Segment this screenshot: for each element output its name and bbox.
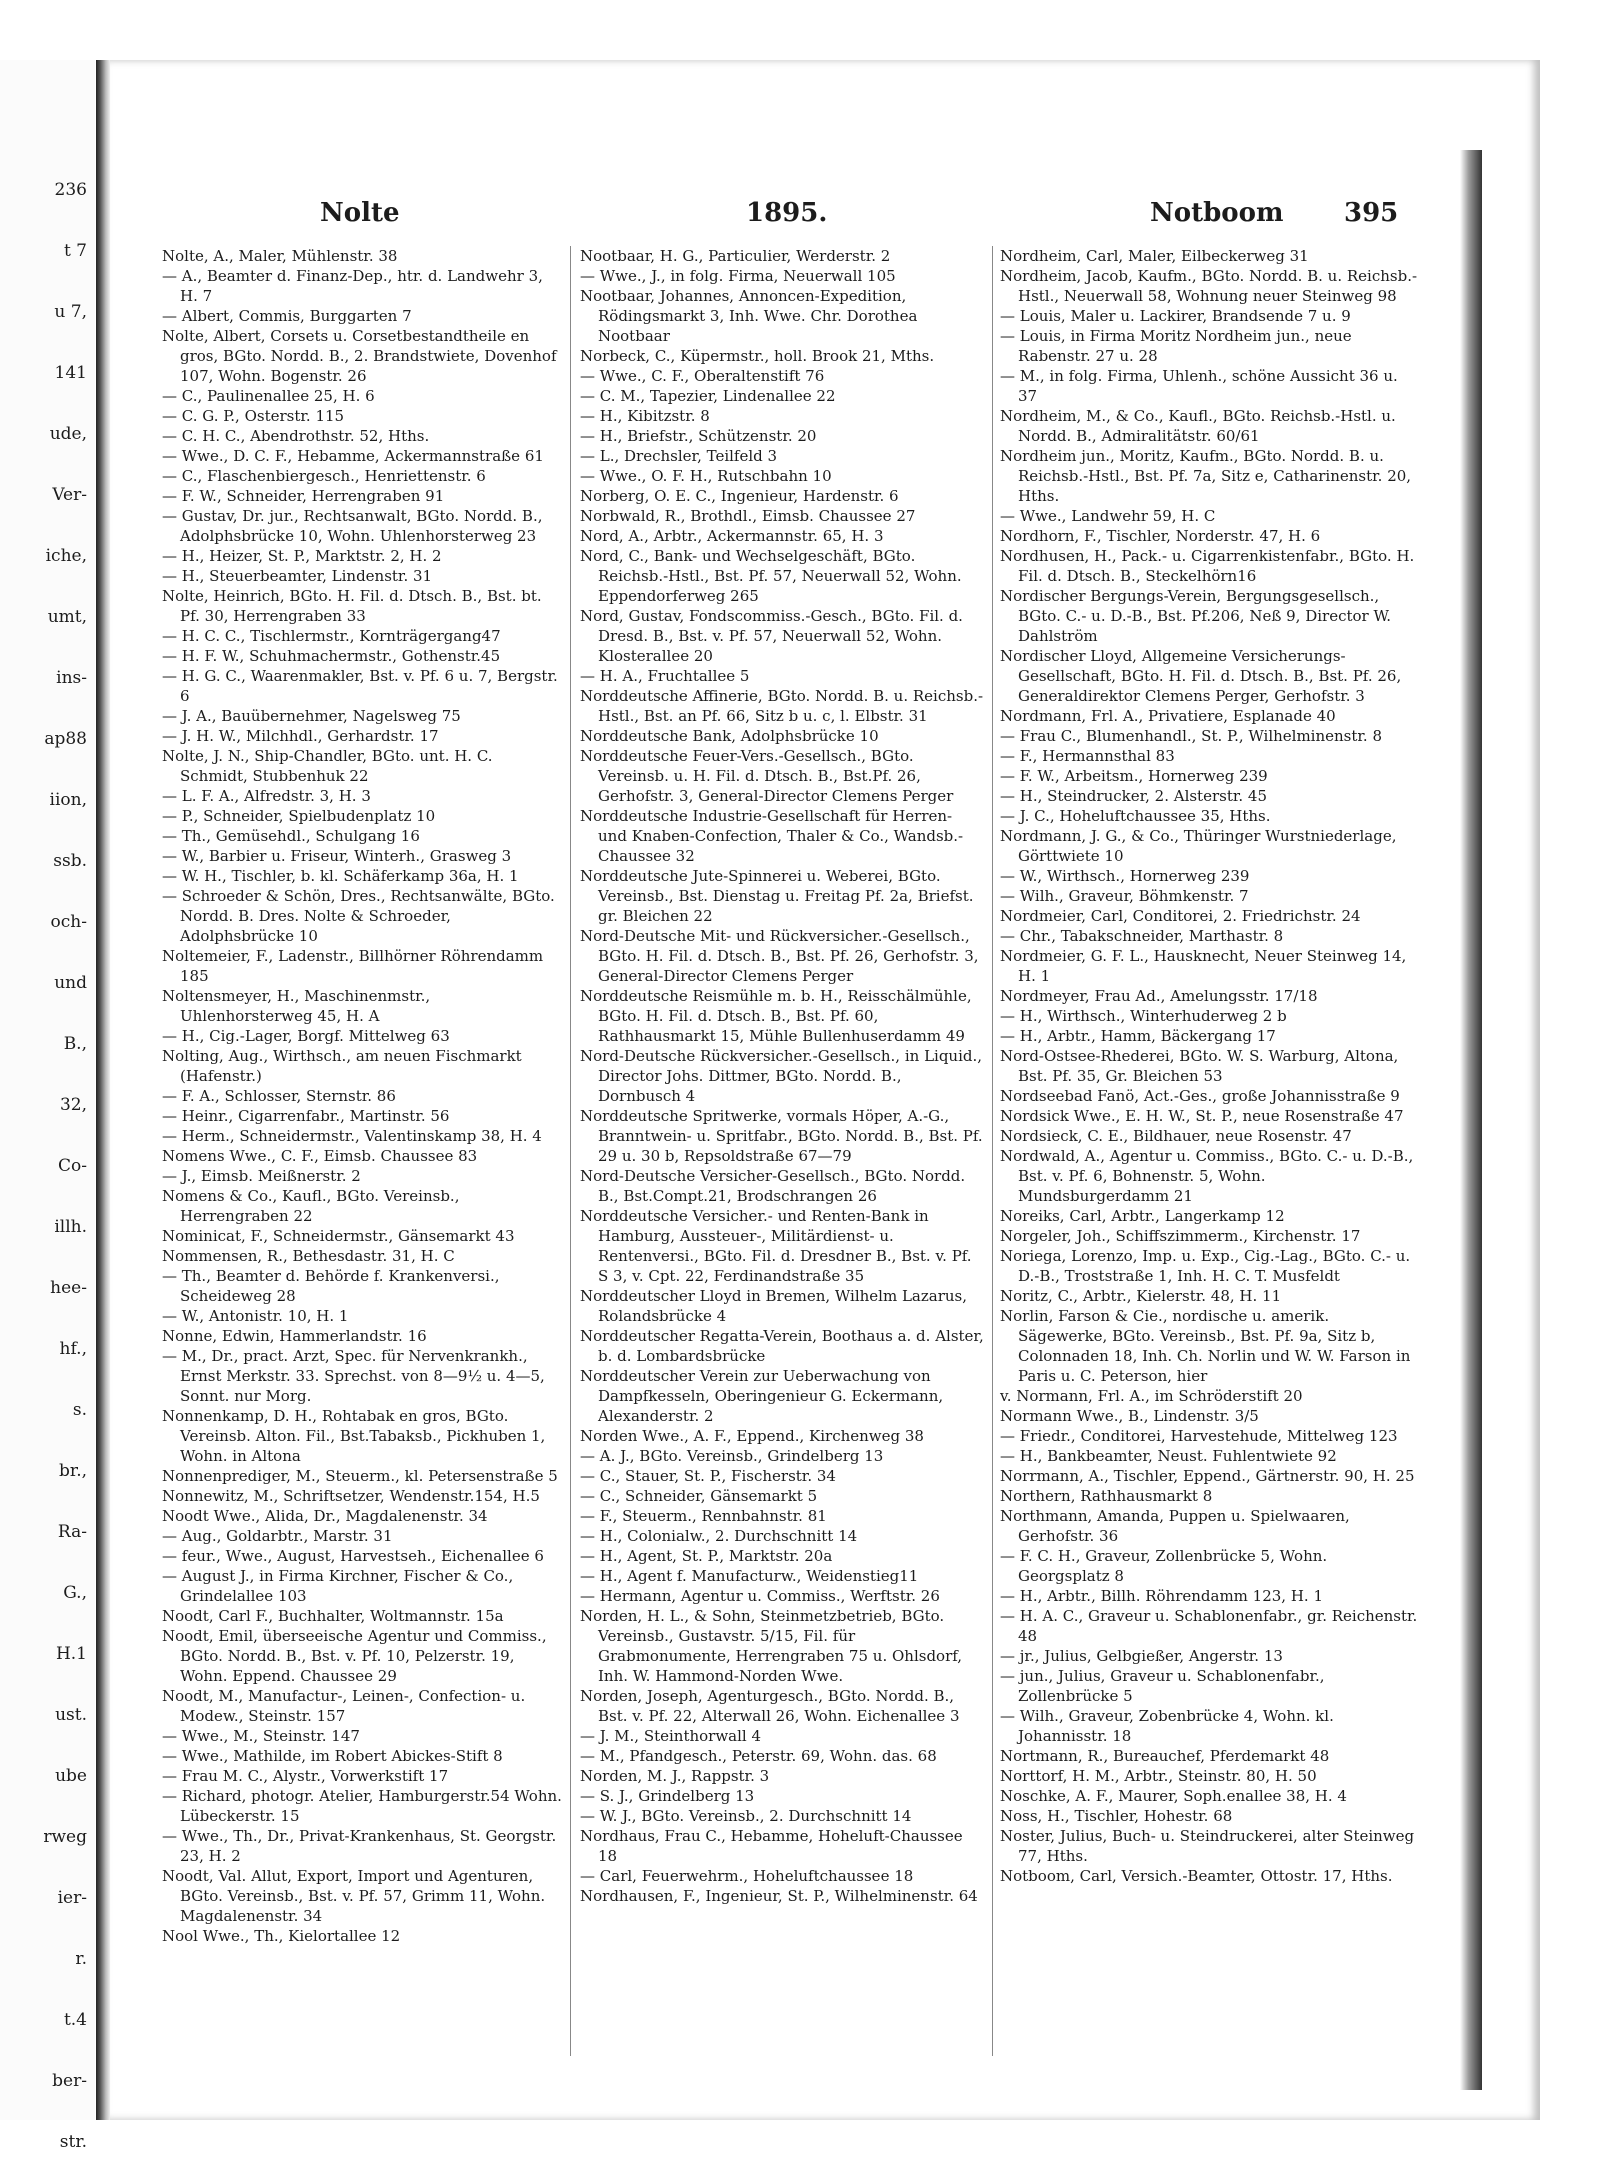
margin-fragment: umt, <box>47 607 87 627</box>
directory-entry: Norden Wwe., A. F., Eppend., Kirchenweg 38 <box>580 1427 924 1445</box>
directory-entry: — H., Heizer, St. P., Marktstr. 2, H. 2 <box>162 547 442 565</box>
margin-fragment: br., <box>59 1461 87 1481</box>
margin-fragment: t.4 <box>63 2010 87 2030</box>
margin-fragment: r. <box>75 1949 87 1969</box>
directory-entry: Norddeutsche Bank, Adolphsbrücke 10 <box>580 727 879 745</box>
margin-fragment: 236 <box>54 180 87 200</box>
directory-entry: Northmann, Amanda, Puppen u. Spielwaaren, Gerhofstr. 36 <box>1000 1507 1350 1545</box>
directory-entry: — W. H., Tischler, b. kl. Schäferkamp 36a, H. 1 <box>162 867 519 885</box>
directory-entry: Nolte, Albert, Corsets u. Corsetbestandtheile en gros, BGto. Nordd. B., 2. Brandstwiete, Dovenhof 107, Wohn. Bogenstr. 26 <box>162 327 557 385</box>
directory-entry: Nordheim, Carl, Maler, Eilbeckerweg 31 <box>1000 247 1309 265</box>
directory-entry: — Wwe., O. F. H., Rutschbahn 10 <box>580 467 832 485</box>
directory-entry: — H., Cig.-Lager, Borgf. Mittelweg 63 <box>162 1027 450 1045</box>
directory-page <box>110 60 1540 2120</box>
directory-entry: Nonne, Edwin, Hammerlandstr. 16 <box>162 1327 427 1345</box>
directory-entry: — Carl, Feuerwehrm., Hoheluftchaussee 18 <box>580 1867 914 1885</box>
directory-entry: — H., Briefstr., Schützenstr. 20 <box>580 427 817 445</box>
directory-entry: Noss, H., Tischler, Hohestr. 68 <box>1000 1807 1233 1825</box>
directory-entry: — M., Dr., pract. Arzt, Spec. für Nervenkrankh., Ernst Merkstr. 33. Sprechst. von 8—9½ u. 4—5, Sonnt. nur Morg. <box>162 1347 545 1405</box>
header-left-title: Nolte <box>320 198 400 228</box>
directory-entry: Norgeler, Joh., Schiffszimmerm., Kirchenstr. 17 <box>1000 1227 1361 1245</box>
directory-entry: — F. W., Schneider, Herrengraben 91 <box>162 487 445 505</box>
directory-entry: — Louis, Maler u. Lackirer, Brandsende 7 u. 9 <box>1000 307 1351 325</box>
directory-entry: — Wilh., Graveur, Zobenbrücke 4, Wohn. kl. Johannisstr. 18 <box>1000 1707 1334 1745</box>
directory-entry: — P., Schneider, Spielbudenplatz 10 <box>162 807 436 825</box>
directory-entry: — Wwe., Mathilde, im Robert Abickes-Stift 8 <box>162 1747 503 1765</box>
directory-entry: Noster, Julius, Buch- u. Steindruckerei, alter Steinweg 77, Hths. <box>1000 1827 1415 1865</box>
margin-fragment: ier- <box>57 1888 87 1908</box>
directory-entry: — Richard, photogr. Atelier, Hamburgerstr.54 Wohn. Lübeckerstr. 15 <box>162 1787 562 1825</box>
page-edge-shadow <box>1460 150 1482 2090</box>
margin-fragment: ap88 <box>44 729 87 749</box>
directory-entry: — F. C. H., Graveur, Zollenbrücke 5, Wohn. Georgsplatz 8 <box>1000 1547 1328 1585</box>
margin-fragment: ube <box>55 1766 87 1786</box>
directory-entry: — Wwe., C. F., Oberaltenstift 76 <box>580 367 825 385</box>
directory-entry: Noodt, M., Manufactur-, Leinen-, Confection- u. Modew., Steinstr. 157 <box>162 1687 526 1725</box>
directory-entry: — H. C. C., Tischlermstr., Kornträgergang47 <box>162 627 501 645</box>
directory-entry: — S. J., Grindelberg 13 <box>580 1787 755 1805</box>
margin-fragment: ssb. <box>53 851 87 871</box>
directory-entry: Norlin, Farson & Cie., nordische u. amerik. Sägewerke, BGto. Vereinsb., Bst. Pf. 9a, Sitz b, Colonnaden 18, Inh. Ch. Norlin und W. W. Farson in Paris u. C. Peterson, hier <box>1000 1307 1411 1385</box>
directory-entry: Noschke, A. F., Maurer, Soph.enallee 38, H. 4 <box>1000 1787 1347 1805</box>
directory-entry: Nord, C., Bank- und Wechselgeschäft, BGto. Reichsb.-Hstl., Bst. Pf. 57, Neuerwall 52, Wohn. Eppendorferweg 265 <box>580 547 962 605</box>
directory-entry: — jr., Julius, Gelbgießer, Angerstr. 13 <box>1000 1647 1283 1665</box>
directory-entry: — C. G. P., Osterstr. 115 <box>162 407 345 425</box>
directory-entry: — C., Stauer, St. P., Fischerstr. 34 <box>580 1467 836 1485</box>
margin-fragment: Co- <box>58 1156 87 1176</box>
directory-entry: — Frau C., Blumenhandl., St. P., Wilhelminenstr. 8 <box>1000 727 1383 745</box>
directory-entry: — C. M., Tapezier, Lindenallee 22 <box>580 387 836 405</box>
directory-entry: — L. F. A., Alfredstr. 3, H. 3 <box>162 787 371 805</box>
directory-entry: — H., Arbtr., Hamm, Bäckergang 17 <box>1000 1027 1276 1045</box>
directory-entry: Nominicat, F., Schneidermstr., Gänsemarkt 43 <box>162 1227 515 1245</box>
directory-entry: — H., Bankbeamter, Neust. Fuhlentwiete 92 <box>1000 1447 1337 1465</box>
margin-fragment: 141 <box>54 363 87 383</box>
header-right-title: Notboom <box>1150 198 1284 228</box>
directory-entry: — Aug., Goldarbtr., Marstr. 31 <box>162 1527 393 1545</box>
directory-entry: Nommensen, R., Bethesdastr. 31, H. C <box>162 1247 455 1265</box>
directory-entry: Norddeutsche Jute-Spinnerei u. Weberei, BGto. Vereinsb., Bst. Dienstag u. Freitag Pf. 2a, Briefst. gr. Bleichen 22 <box>580 867 974 925</box>
directory-entry: Norden, H. L., & Sohn, Steinmetzbetrieb, BGto. Vereinsb., Gustavstr. 5/15, Fil. für Grabmonumente, Herrengraben 75 u. Ohlsdorf, Inh. W. Hammond-Norden Wwe. <box>580 1607 963 1685</box>
directory-entry: Nonnewitz, M., Schriftsetzer, Wendenstr.154, H.5 <box>162 1487 540 1505</box>
directory-entry: Noriega, Lorenzo, Imp. u. Exp., Cig.-Lag., BGto. C.- u. D.-B., Troststraße 1, Inh. H. C. T. Musfeldt <box>1000 1247 1411 1285</box>
directory-entry: Nordischer Lloyd, Allgemeine Versicherungs-Gesellschaft, BGto. H. Fil. d. Dtsch. B., Bst. Pf. 26, Generaldirektor Clemens Perger, Gerhofstr. 3 <box>1000 647 1402 705</box>
directory-entry: — Wwe., Landwehr 59, H. C <box>1000 507 1216 525</box>
directory-entry: Norddeutsche Reismühle m. b. H., Reisschälmühle, BGto. H. Fil. d. Dtsch. B., Bst. Pf. 60, Rathhausmarkt 15, Mühle Bullenhuserdamm 49 <box>580 987 972 1045</box>
directory-entry: — J. H. W., Milchhdl., Gerhardstr. 17 <box>162 727 439 745</box>
directory-entry: Norddeutsche Versicher.- und Renten-Bank in Hamburg, Aussteuer-, Militärdienst- u. Rentenversi., BGto. Fil. d. Dresdner B., Bst. v. Pf. S 3, v. Cpt. 22, Ferdinandstraße 35 <box>580 1207 972 1285</box>
adjacent-page-margin <box>0 60 95 2152</box>
margin-fragment: Ver- <box>52 485 87 505</box>
directory-entry: Nord, Gustav, Fondscommiss.-Gesch., BGto. Fil. d. Dresd. B., Bst. v. Pf. 57, Neuerwall 52, Wohn. Klosterallee 20 <box>580 607 963 665</box>
directory-entry: Notboom, Carl, Versich.-Beamter, Ottostr. 17, Hths. <box>1000 1867 1393 1885</box>
margin-fragment: ude, <box>49 424 87 444</box>
directory-entry: Norttorf, H. M., Arbtr., Steinstr. 80, H. 50 <box>1000 1767 1317 1785</box>
directory-entry: — F., Hermannsthal 83 <box>1000 747 1175 765</box>
directory-entry: Norberg, O. E. C., Ingenieur, Hardenstr. 6 <box>580 487 899 505</box>
directory-entry: — Wwe., M., Steinstr. 147 <box>162 1727 360 1745</box>
directory-entry: — W. J., BGto. Vereinsb., 2. Durchschnitt 14 <box>580 1807 912 1825</box>
directory-entry: Nootbaar, H. G., Particulier, Werderstr. 2 <box>580 247 891 265</box>
margin-fragment: hee- <box>50 1278 87 1298</box>
directory-entry: Nord-Ostsee-Rhederei, BGto. W. S. Warburg, Altona, Bst. Pf. 35, Gr. Bleichen 53 <box>1000 1047 1399 1085</box>
directory-entry: Nordhaus, Frau C., Hebamme, Hoheluft-Chaussee 18 <box>580 1827 963 1865</box>
directory-entry: — J., Eimsb. Meißnerstr. 2 <box>162 1167 361 1185</box>
margin-fragment: ust. <box>55 1705 87 1725</box>
directory-entry: Noritz, C., Arbtr., Kielerstr. 48, H. 11 <box>1000 1287 1282 1305</box>
directory-entry: — Albert, Commis, Burggarten 7 <box>162 307 412 325</box>
directory-entry: — Wwe., J., in folg. Firma, Neuerwall 105 <box>580 267 896 285</box>
directory-entry: Nortmann, R., Bureauchef, Pferdemarkt 48 <box>1000 1747 1330 1765</box>
directory-entry: — H., Agent, St. P., Marktstr. 20a <box>580 1547 833 1565</box>
directory-entry: — H., Wirthsch., Winterhuderweg 2 b <box>1000 1007 1287 1025</box>
directory-entry: — August J., in Firma Kirchner, Fischer & Co., Grindelallee 103 <box>162 1567 514 1605</box>
directory-entry: — H. F. W., Schuhmachermstr., Gothenstr.45 <box>162 647 501 665</box>
directory-entry: Noltensmeyer, H., Maschinenmstr., Uhlenhorsterweg 45, H. A <box>162 987 431 1025</box>
directory-entry: — Herm., Schneidermstr., Valentinskamp 38, H. 4 <box>162 1127 542 1145</box>
page-number: 395 <box>1344 198 1399 228</box>
margin-fragment: str. <box>59 2132 87 2152</box>
directory-entry: — C. H. C., Abendrothstr. 52, Hths. <box>162 427 430 445</box>
directory-entry: Nordhausen, F., Ingenieur, St. P., Wilhelminenstr. 64 <box>580 1887 978 1905</box>
directory-entry: Nolte, A., Maler, Mühlenstr. 38 <box>162 247 398 265</box>
directory-entry: Nolte, Heinrich, BGto. H. Fil. d. Dtsch. B., Bst. bt. Pf. 30, Herrengraben 33 <box>162 587 542 625</box>
directory-entry: — Friedr., Conditorei, Harvestehude, Mittelweg 123 <box>1000 1427 1398 1445</box>
directory-entry: Norbeck, C., Küpermstr., holl. Brook 21, Mths. <box>580 347 935 365</box>
directory-entry: Nonnenkamp, D. H., Rohtabak en gros, BGto. Vereinsb. Alton. Fil., Bst.Tabaksb., Pickhuben 1, Wohn. in Altona <box>162 1407 546 1465</box>
directory-entry: Norddeutsche Affinerie, BGto. Nordd. B. u. Reichsb.-Hstl., Bst. an Pf. 66, Sitz b u. c, l. Elbstr. 31 <box>580 687 984 725</box>
directory-entry: Norden, M. J., Rappstr. 3 <box>580 1767 770 1785</box>
directory-entry: — J. M., Steinthorwall 4 <box>580 1727 762 1745</box>
directory-entry: — W., Barbier u. Friseur, Winterh., Grasweg 3 <box>162 847 512 865</box>
directory-entry: Nordmann, J. G., & Co., Thüringer Wurstniederlage, Görttwiete 10 <box>1000 827 1397 865</box>
directory-entry: — Wilh., Graveur, Böhmkenstr. 7 <box>1000 887 1249 905</box>
directory-entry: Nordsick Wwe., E. H. W., St. P., neue Rosenstraße 47 <box>1000 1107 1404 1125</box>
margin-fragment: iion, <box>49 790 87 810</box>
book-gutter <box>96 60 110 2120</box>
page-header <box>110 198 1540 238</box>
directory-column-3 <box>1000 246 1418 2066</box>
directory-entry: Nordseebad Fanö, Act.-Ges., große Johannisstraße 9 <box>1000 1087 1400 1105</box>
margin-fragment: und <box>54 973 87 993</box>
directory-entry: Nolting, Aug., Wirthsch., am neuen Fischmarkt (Hafenstr.) <box>162 1047 522 1085</box>
directory-entry: — F. A., Schlosser, Sternstr. 86 <box>162 1087 396 1105</box>
directory-entry: — J. A., Bauübernehmer, Nagelsweg 75 <box>162 707 461 725</box>
directory-entry: — Schroeder & Schön, Dres., Rechtsanwälte, BGto. Nordd. B. Dres. Nolte & Schroeder, Adolphsbrücke 10 <box>162 887 555 945</box>
directory-entry: Nootbaar, Johannes, Annoncen-Expedition, Rödingsmarkt 3, Inh. Wwe. Chr. Dorothea Nootbaar <box>580 287 918 345</box>
directory-entry: Nord-Deutsche Versicher-Gesellsch., BGto. Nordd. B., Bst.Compt.21, Brodschrangen 26 <box>580 1167 966 1205</box>
directory-entry: — H. A., Fruchtallee 5 <box>580 667 750 685</box>
margin-fragment: G., <box>63 1583 87 1603</box>
directory-column-1 <box>162 246 562 2066</box>
margin-fragment: illh. <box>54 1217 87 1237</box>
directory-entry: — J. C., Hoheluftchaussee 35, Hths. <box>1000 807 1271 825</box>
directory-entry: Nordhorn, F., Tischler, Norderstr. 47, H. 6 <box>1000 527 1321 545</box>
directory-entry: Nordheim jun., Moritz, Kaufm., BGto. Nordd. B. u. Reichsb.-Hstl., Bst. Pf. 7a, Sitz e, Catharinenstr. 20, Hths. <box>1000 447 1412 505</box>
directory-entry: — Hermann, Agentur u. Commiss., Werftstr. 26 <box>580 1587 940 1605</box>
margin-fragment: och- <box>50 912 87 932</box>
margin-fragment: 32, <box>59 1095 87 1115</box>
directory-entry: Norddeutscher Regatta-Verein, Boothaus a. d. Alster, b. d. Lombardsbrücke <box>580 1327 984 1365</box>
directory-entry: Nomens Wwe., C. F., Eimsb. Chaussee 83 <box>162 1147 478 1165</box>
directory-entry: — Wwe., Th., Dr., Privat-Krankenhaus, St. Georgstr. 23, H. 2 <box>162 1827 557 1865</box>
directory-entry: Nool Wwe., Th., Kielortallee 12 <box>162 1927 401 1945</box>
margin-fragment: s. <box>72 1400 87 1420</box>
directory-entry: Nomens & Co., Kaufl., BGto. Vereinsb., Herrengraben 22 <box>162 1187 460 1225</box>
directory-entry: Northern, Rathhausmarkt 8 <box>1000 1487 1213 1505</box>
margin-fragment: ins- <box>56 668 87 688</box>
directory-entry: — W., Antonistr. 10, H. 1 <box>162 1307 349 1325</box>
directory-entry: Nord-Deutsche Rückversicher.-Gesellsch., in Liquid., Director Johs. Dittmer, BGto. Nordd. B., Dornbusch 4 <box>580 1047 983 1105</box>
directory-entry: Nord, A., Arbtr., Ackermannstr. 65, H. 3 <box>580 527 884 545</box>
directory-entry: v. Normann, Frl. A., im Schröderstift 20 <box>1000 1387 1303 1405</box>
directory-entry: — H., Colonialw., 2. Durchschnitt 14 <box>580 1527 858 1545</box>
directory-entry: Norddeutsche Industrie-Gesellschaft für Herren- und Knaben-Confection, Thaler & Co., Wandsb.-Chaussee 32 <box>580 807 964 865</box>
directory-entry: Noltemeier, F., Ladenstr., Billhörner Röhrendamm 185 <box>162 947 544 985</box>
directory-entry: — Th., Gemüsehdl., Schulgang 16 <box>162 827 420 845</box>
directory-entry: Noodt Wwe., Alida, Dr., Magdalenenstr. 34 <box>162 1507 488 1525</box>
header-year: 1895. <box>746 198 828 228</box>
directory-entry: Norddeutsche Feuer-Vers.-Gesellsch., BGto. Vereinsb. u. H. Fil. d. Dtsch. B., Bst.Pf. 26, Gerhofstr. 3, General-Director Clemens Perger <box>580 747 954 805</box>
directory-entry: Norddeutscher Lloyd in Bremen, Wilhelm Lazarus, Rolandsbrücke 4 <box>580 1287 968 1325</box>
directory-entry: — F. W., Arbeitsm., Hornerweg 239 <box>1000 767 1268 785</box>
directory-entry: — H., Kibitzstr. 8 <box>580 407 710 425</box>
directory-entry: Normann Wwe., B., Lindenstr. 3/5 <box>1000 1407 1259 1425</box>
directory-entry: — feur., Wwe., August, Harvestseh., Eichenallee 6 <box>162 1547 544 1565</box>
directory-entry: — Wwe., D. C. F., Hebamme, Ackermannstraße 61 <box>162 447 544 465</box>
directory-entry: Nordhusen, H., Pack.- u. Cigarrenkistenfabr., BGto. H. Fil. d. Dtsch. B., Steckelhörn16 <box>1000 547 1415 585</box>
column-rule <box>570 246 571 2056</box>
directory-entry: — Chr., Tabakschneider, Marthastr. 8 <box>1000 927 1284 945</box>
directory-entry: — Th., Beamter d. Behörde f. Krankenversi., Scheideweg 28 <box>162 1267 500 1305</box>
margin-fragment: H.1 <box>55 1644 87 1664</box>
directory-entry: Noreiks, Carl, Arbtr., Langerkamp 12 <box>1000 1207 1285 1225</box>
margin-fragment: u 7, <box>54 302 87 322</box>
directory-entry: Nordmeier, Carl, Conditorei, 2. Friedrichstr. 24 <box>1000 907 1361 925</box>
directory-entry: Nordischer Bergungs-Verein, Bergungsgesellsch., BGto. C.- u. D.-B., Bst. Pf.206, Neß 9, Director W. Dahlström <box>1000 587 1392 645</box>
directory-entry: — C., Paulinenallee 25, H. 6 <box>162 387 375 405</box>
directory-column-2 <box>580 246 984 2066</box>
directory-entry: — Gustav, Dr. jur., Rechtsanwalt, BGto. Nordd. B., Adolphsbrücke 10, Wohn. Uhlenhorsterweg 23 <box>162 507 543 545</box>
directory-entry: Noodt, Val. Allut, Export, Import und Agenturen, BGto. Vereinsb., Bst. v. Pf. 57, Grimm 11, Wohn. Magdalenenstr. 34 <box>162 1867 546 1925</box>
directory-entry: — C., Flaschenbiergesch., Henriettenstr. 6 <box>162 467 486 485</box>
directory-entry: Norbwald, R., Brothdl., Eimsb. Chaussee 27 <box>580 507 916 525</box>
directory-entry: Norden, Joseph, Agenturgesch., BGto. Nordd. B., Bst. v. Pf. 22, Alterwall 26, Wohn. Eichenallee 3 <box>580 1687 960 1725</box>
margin-fragment: ber- <box>52 2071 87 2091</box>
directory-entry: — H., Steindrucker, 2. Alsterstr. 45 <box>1000 787 1268 805</box>
directory-entry: — A., Beamter d. Finanz-Dep., htr. d. Landwehr 3, H. 7 <box>162 267 543 305</box>
directory-entry: — M., Pfandgesch., Peterstr. 69, Wohn. das. 68 <box>580 1747 937 1765</box>
directory-entry: — F., Steuerm., Rennbahnstr. 81 <box>580 1507 827 1525</box>
margin-fragment: iche, <box>45 546 87 566</box>
directory-entry: — W., Wirthsch., Hornerweg 239 <box>1000 867 1250 885</box>
directory-entry: — Frau M. C., Alystr., Vorwerkstift 17 <box>162 1767 449 1785</box>
directory-entry: — jun., Julius, Graveur u. Schablonenfabr., Zollenbrücke 5 <box>1000 1667 1325 1705</box>
margin-fragment: B., <box>63 1034 87 1054</box>
margin-fragment: hf., <box>59 1339 87 1359</box>
directory-entry: Nordheim, Jacob, Kaufm., BGto. Nordd. B. u. Reichsb.-Hstl., Neuerwall 58, Wohnung neuer Steinweg 98 <box>1000 267 1418 305</box>
margin-fragment: Ra- <box>57 1522 87 1542</box>
directory-entry: Nordheim, M., & Co., Kaufl., BGto. Reichsb.-Hstl. u. Nordd. B., Admiralitätstr. 60/61 <box>1000 407 1396 445</box>
directory-entry: Nolte, J. N., Ship-Chandler, BGto. unt. H. C. Schmidt, Stubbenhuk 22 <box>162 747 493 785</box>
directory-entry: — Louis, in Firma Moritz Nordheim jun., neue Rabenstr. 27 u. 28 <box>1000 327 1352 365</box>
directory-entry: — Heinr., Cigarrenfabr., Martinstr. 56 <box>162 1107 450 1125</box>
directory-entry: — A. J., BGto. Vereinsb., Grindelberg 13 <box>580 1447 884 1465</box>
directory-entry: Nordmeyer, Frau Ad., Amelungsstr. 17/18 <box>1000 987 1318 1005</box>
directory-entry: Noodt, Emil, überseeische Agentur und Commiss., BGto. Nordd. B., Bst. v. Pf. 10, Pelzerstr. 19, Wohn. Eppend. Chaussee 29 <box>162 1627 547 1685</box>
directory-entry: Noodt, Carl F., Buchhalter, Woltmannstr. 15a <box>162 1607 504 1625</box>
directory-entry: — L., Drechsler, Teilfeld 3 <box>580 447 778 465</box>
margin-fragment: t 7 <box>63 241 87 261</box>
directory-entry: — M., in folg. Firma, Uhlenh., schöne Aussicht 36 u. 37 <box>1000 367 1398 405</box>
directory-entry: — C., Schneider, Gänsemarkt 5 <box>580 1487 818 1505</box>
directory-entry: Nord-Deutsche Mit- und Rückversicher.-Gesellsch., BGto. H. Fil. d. Dtsch. B., Bst. Pf. 26, Gerhofstr. 3, General-Director Clemens Perger <box>580 927 979 985</box>
directory-entry: — H. G. C., Waarenmakler, Bst. v. Pf. 6 u. 7, Bergstr. 6 <box>162 667 558 705</box>
directory-entry: Norddeutsche Spritwerke, vormals Höper, A.-G., Branntwein- u. Spritfabr., BGto. Nordd. B., Bst. Pf. 29 u. 30 b, Repsoldstraße 67—79 <box>580 1107 983 1165</box>
directory-entry: Nordmann, Frl. A., Privatiere, Esplanade 40 <box>1000 707 1336 725</box>
directory-entry: — H., Steuerbeamter, Lindenstr. 31 <box>162 567 433 585</box>
directory-entry: — H. A. C., Graveur u. Schablonenfabr., gr. Reichenstr. 48 <box>1000 1607 1418 1645</box>
directory-entry: — H., Arbtr., Billh. Röhrendamm 123, H. 1 <box>1000 1587 1324 1605</box>
directory-entry: Norddeutscher Verein zur Ueberwachung von Dampfkesseln, Oberingenieur G. Eckermann, Alexanderstr. 2 <box>580 1367 944 1425</box>
directory-entry: — H., Agent f. Manufacturw., Weidenstieg11 <box>580 1567 919 1585</box>
margin-fragment: rweg <box>43 1827 87 1847</box>
directory-entry: Nonnenprediger, M., Steuerm., kl. Petersenstraße 5 <box>162 1467 558 1485</box>
column-rule <box>992 246 993 2056</box>
directory-entry: Nordmeier, G. F. L., Hausknecht, Neuer Steinweg 14, H. 1 <box>1000 947 1407 985</box>
directory-entry: Norrmann, A., Tischler, Eppend., Gärtnerstr. 90, H. 25 <box>1000 1467 1415 1485</box>
directory-entry: Nordwald, A., Agentur u. Commiss., BGto. C.- u. D.-B., Bst. v. Pf. 6, Bohnenstr. 5, Wohn. Mundsburgerdamm 21 <box>1000 1147 1414 1205</box>
directory-entry: Nordsieck, C. E., Bildhauer, neue Rosenstr. 47 <box>1000 1127 1352 1145</box>
